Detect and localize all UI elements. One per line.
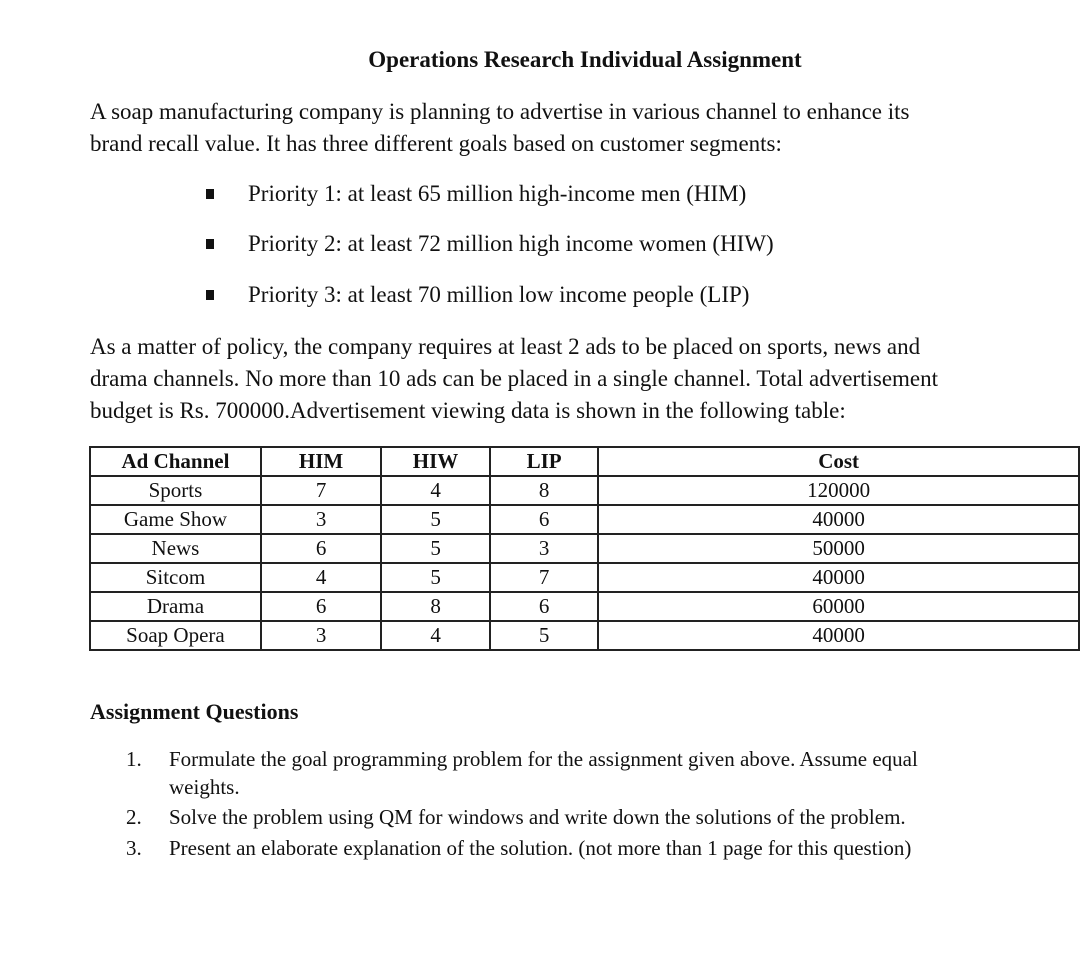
table-header-row [90,447,1079,476]
cell-channel: Soap Opera [90,621,261,650]
question-number: 1. [126,747,142,771]
cell-channel: Drama [90,592,261,621]
header-ad-channel: Ad Channel [90,447,261,476]
header-cost: Cost [598,447,1079,476]
cell-channel: Sports [90,476,261,505]
square-bullet-icon [206,290,214,300]
table-row [90,621,1079,650]
table-row [90,476,1079,505]
question-text [169,803,1069,831]
question-line: Formulate the goal programming problem for the assignment given above. Assume equal [169,747,918,771]
policy-line: As a matter of policy, the company requires at least 2 ads to be placed on sports, news and [90,334,921,359]
question-line: weights. [169,775,240,799]
cell-him: 6 [261,534,381,563]
table-row [90,505,1079,534]
policy-line: budget is Rs. 700000.Advertisement viewing data is shown in the following table: [90,398,846,423]
cell-hiw: 4 [381,621,490,650]
cell-him: 7 [261,476,381,505]
header-hiw: HIW [381,447,490,476]
header-him: HIM [261,447,381,476]
intro-paragraph [90,96,909,160]
cell-lip: 8 [490,476,598,505]
cell-hiw: 5 [381,505,490,534]
square-bullet-icon [206,239,214,249]
question-line: Present an elaborate explanation of the solution. (not more than 1 page for this question) [169,836,912,860]
cell-channel: News [90,534,261,563]
intro-line: brand recall value. It has three different goals based on customer segments: [90,131,782,156]
header-lip: LIP [490,447,598,476]
priority-text: Priority 1: at least 65 million high-income men (HIM) [248,181,747,206]
cell-cost: 50000 [598,534,1079,563]
policy-paragraph [90,331,938,427]
cell-cost: 60000 [598,592,1079,621]
cell-lip: 6 [490,505,598,534]
table-row [90,563,1079,592]
table-row [90,592,1079,621]
cell-hiw: 8 [381,592,490,621]
ad-viewing-table [89,446,1080,651]
cell-cost: 40000 [598,563,1079,592]
question-text [169,745,1069,801]
intro-line: A soap manufacturing company is planning to advertise in various channel to enhance its [90,99,910,124]
question-text [169,834,1069,862]
questions-heading: Assignment Questions [90,699,299,724]
document-title: Operations Research Individual Assignment [368,47,802,72]
square-bullet-icon [206,189,214,199]
cell-him: 3 [261,621,381,650]
question-number: 2. [126,805,142,829]
cell-channel: Sitcom [90,563,261,592]
cell-lip: 6 [490,592,598,621]
cell-lip: 7 [490,563,598,592]
priority-text: Priority 3: at least 70 million low income people (LIP) [248,282,750,307]
priority-text: Priority 2: at least 72 million high income women (HIW) [248,231,774,256]
cell-hiw: 4 [381,476,490,505]
cell-him: 6 [261,592,381,621]
policy-line: drama channels. No more than 10 ads can be placed in a single channel. Total advertisement [90,366,939,391]
cell-him: 3 [261,505,381,534]
question-line: Solve the problem using QM for windows and write down the solutions of the problem. [169,805,906,829]
cell-channel: Game Show [90,505,261,534]
cell-hiw: 5 [381,534,490,563]
cell-cost: 40000 [598,621,1079,650]
cell-lip: 3 [490,534,598,563]
cell-cost: 120000 [598,476,1079,505]
cell-him: 4 [261,563,381,592]
cell-lip: 5 [490,621,598,650]
cell-cost: 40000 [598,505,1079,534]
cell-hiw: 5 [381,563,490,592]
question-number: 3. [126,836,142,860]
table-row [90,534,1079,563]
